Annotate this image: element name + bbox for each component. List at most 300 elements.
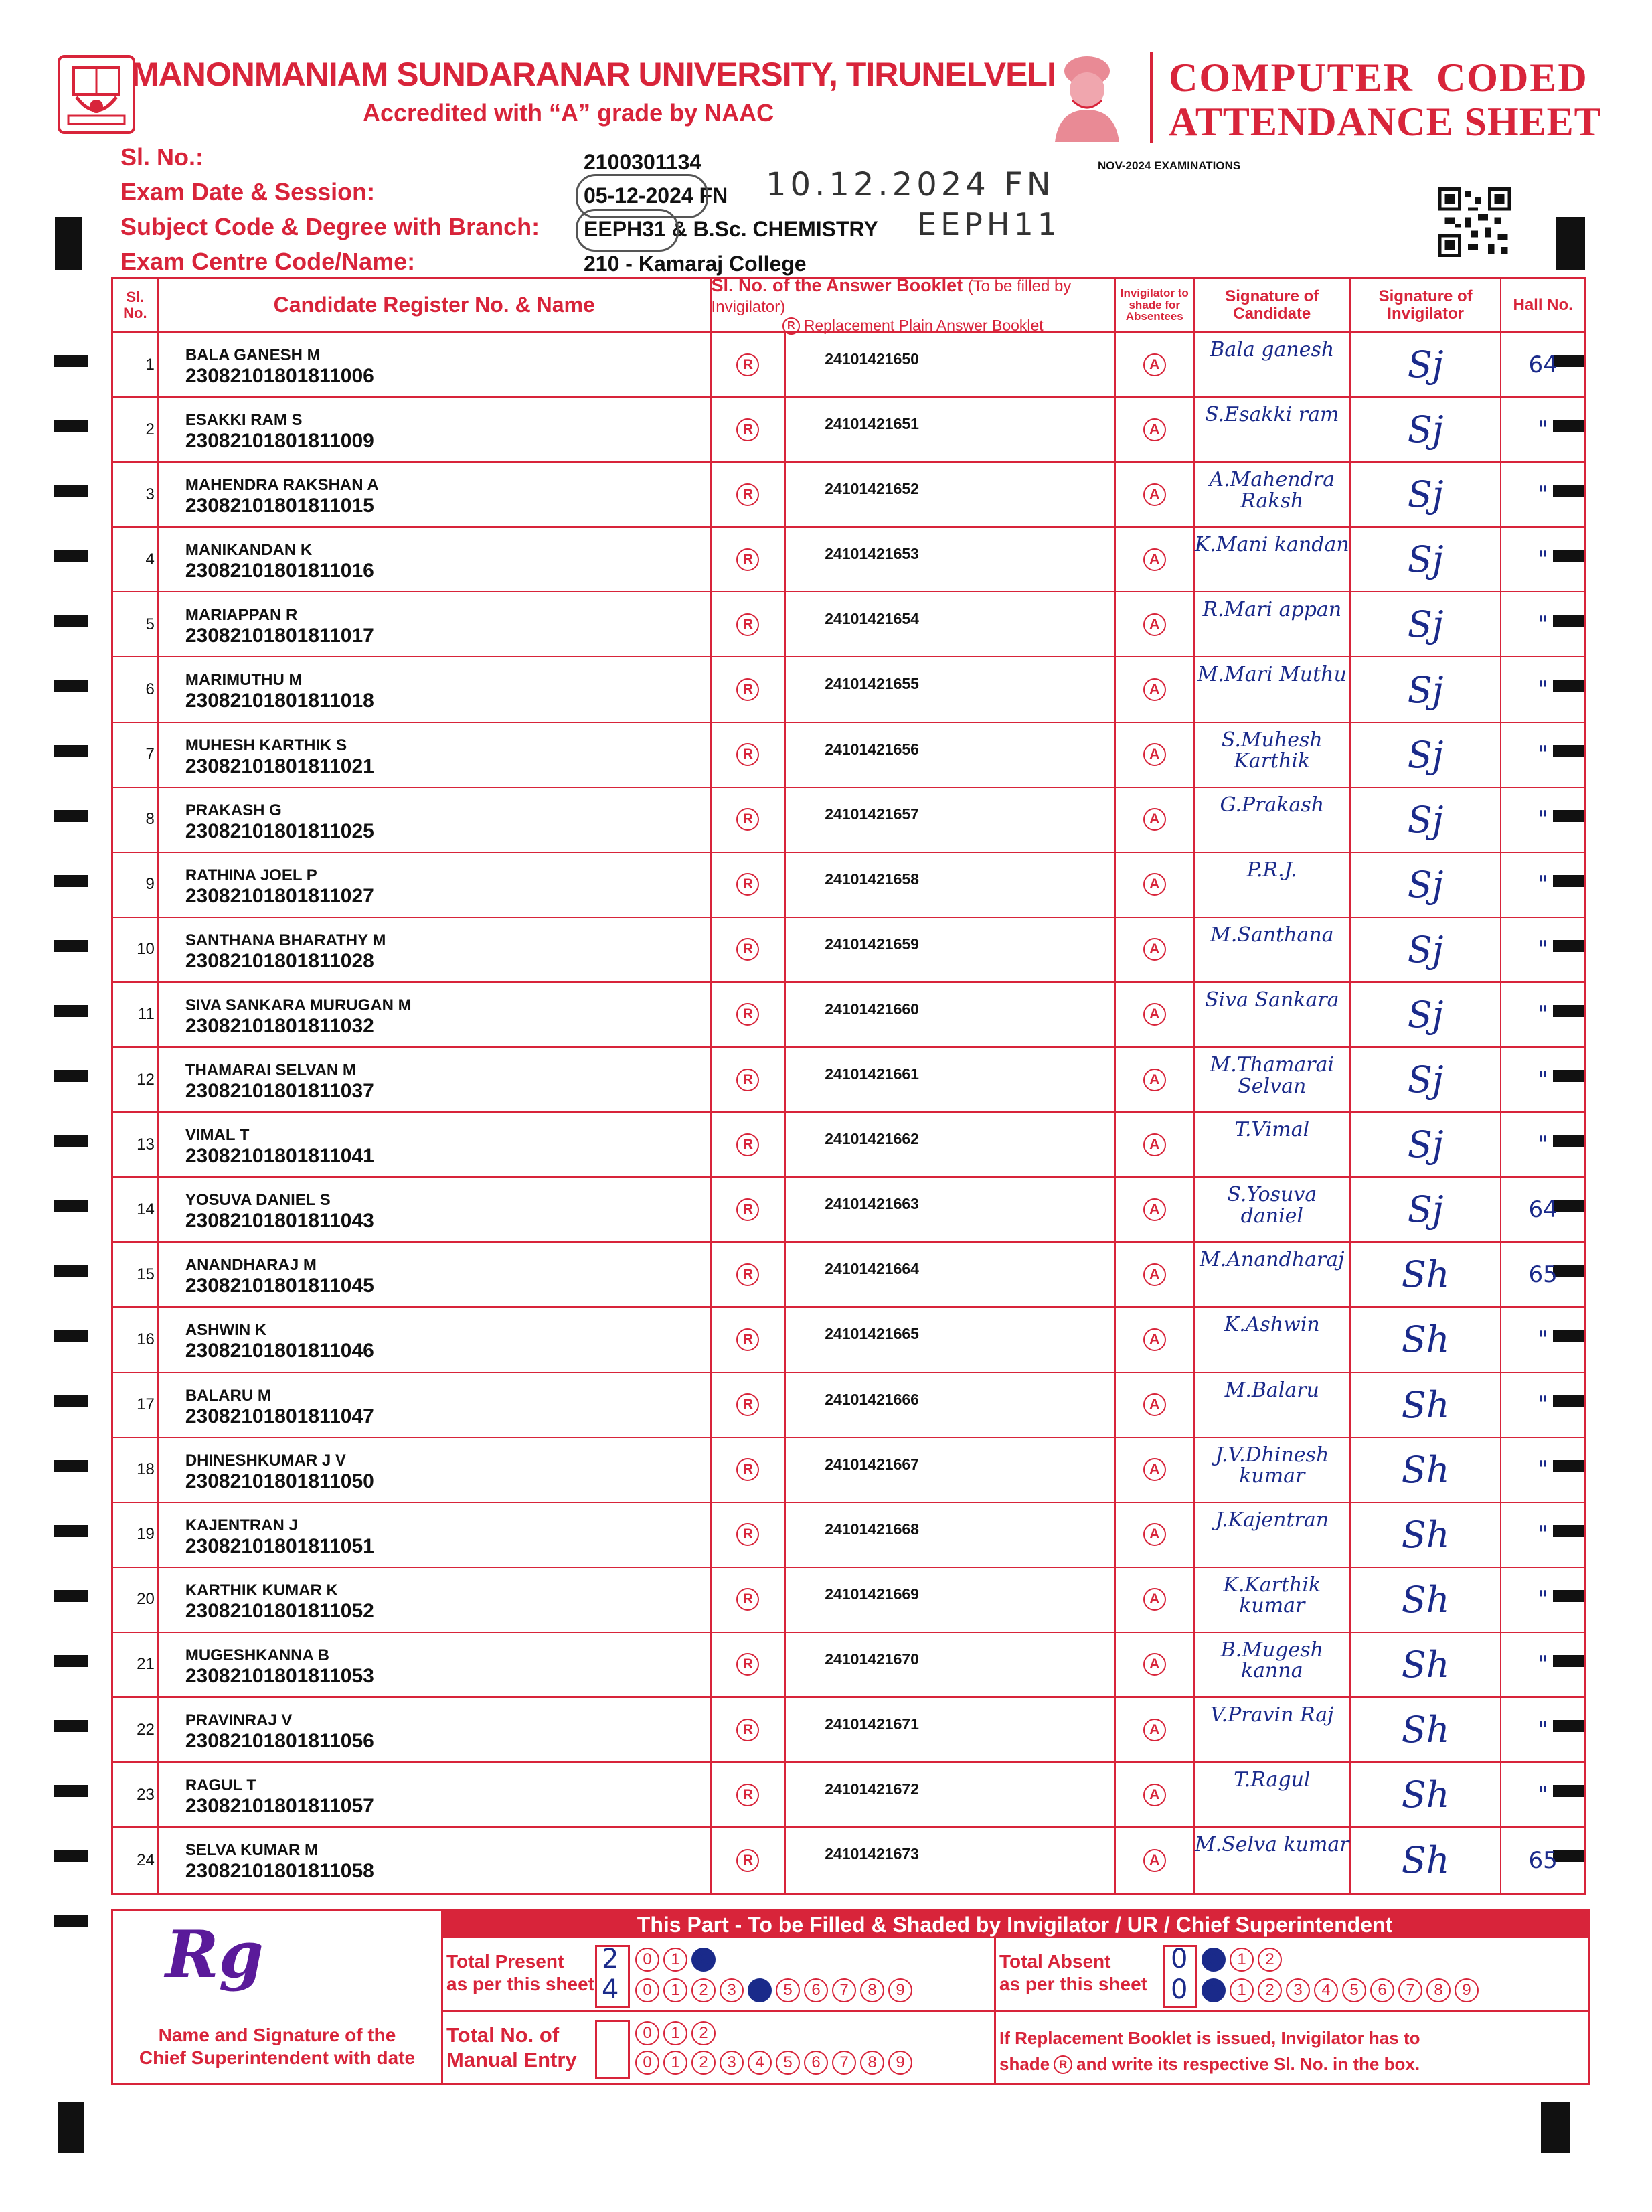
digit-bubble[interactable]: 6	[1370, 1978, 1394, 2002]
timing-tick	[54, 1590, 88, 1602]
invigilator-signature: Sj	[1351, 1113, 1501, 1176]
present-units-bubbles[interactable]	[635, 1978, 912, 2002]
booklet-number: 24101421666	[825, 1390, 919, 1408]
booklet-cell	[786, 1113, 1116, 1176]
replacement-cell[interactable]	[712, 463, 787, 526]
manual-entry-box[interactable]	[595, 2020, 630, 2079]
table-row	[113, 1633, 1584, 1698]
replacement-bubble[interactable]: R	[736, 418, 759, 441]
digit-bubble[interactable]: 8	[860, 2051, 884, 2075]
replacement-bubble[interactable]: R	[736, 1523, 759, 1546]
timing-tick	[54, 940, 88, 952]
candidate-cell	[159, 1373, 712, 1437]
digit-bubble[interactable]: 0	[1202, 1978, 1226, 2002]
absent-bubble[interactable]: A	[1143, 1588, 1166, 1611]
replacement-bubble[interactable]: R	[736, 1328, 759, 1351]
replacement-bubble[interactable]: R	[736, 1458, 759, 1481]
booklet-number: 24101421669	[825, 1585, 919, 1603]
replacement-bubble[interactable]: R	[736, 1263, 759, 1286]
absent-bubble[interactable]: A	[1143, 1069, 1166, 1091]
hall-number: "	[1538, 1716, 1548, 1743]
row-sl-value: 23	[137, 1785, 155, 1804]
booklet-cell	[786, 398, 1116, 461]
absent-bubble[interactable]: A	[1143, 1653, 1166, 1676]
candidate-cell	[159, 1568, 712, 1632]
replacement-cell[interactable]	[712, 788, 787, 852]
register-number: 23082101801811032	[185, 1014, 374, 1037]
digit-bubble[interactable]: 0	[635, 1978, 659, 2002]
timing-tick	[54, 615, 88, 627]
replacement-cell[interactable]	[712, 1113, 787, 1176]
booklet-cell	[786, 333, 1116, 396]
timing-tick	[54, 420, 88, 432]
absent-bubble[interactable]: A	[1143, 1458, 1166, 1481]
digit-bubble[interactable]: 2	[1258, 1978, 1282, 2002]
digit-bubble[interactable]: 0	[635, 1948, 659, 1972]
candidate-signature: S.Yosuva daniel	[1195, 1178, 1351, 1241]
timing-tick	[54, 1525, 88, 1537]
digit-bubble[interactable]: 7	[832, 1978, 856, 2002]
present-written-tens: 2	[602, 1944, 619, 1974]
timing-tick	[54, 1005, 88, 1017]
candidate-signature: A.Mahendra Raksh	[1195, 463, 1351, 526]
absent-cell[interactable]	[1116, 1503, 1195, 1567]
replacement-bubble[interactable]: R	[736, 548, 759, 571]
timing-tick	[54, 1330, 88, 1342]
digit-bubble[interactable]: 2	[1258, 1948, 1282, 1972]
digit-bubble[interactable]: 2	[691, 1948, 716, 1972]
table-row	[113, 592, 1584, 657]
replacement-bubble[interactable]: R	[736, 483, 759, 506]
replacement-bubble[interactable]: R	[736, 743, 759, 766]
candidate-cell	[159, 1633, 712, 1696]
absent-cell[interactable]	[1116, 1828, 1195, 1893]
absent-bubble[interactable]: A	[1143, 743, 1166, 766]
replacement-cell[interactable]	[712, 1633, 787, 1696]
replacement-bubble[interactable]: R	[736, 678, 759, 701]
absent-cell[interactable]	[1116, 1113, 1195, 1176]
header-booklet-note: (To be filled by Invigilator)	[711, 277, 1072, 316]
row-sl-value: 20	[137, 1590, 155, 1609]
absent-cell[interactable]	[1116, 853, 1195, 917]
manual-label-line2: Manual Entry	[446, 2048, 577, 2072]
candidate-cell	[159, 1048, 712, 1111]
replacement-bubble[interactable]: R	[736, 1849, 759, 1872]
booklet-cell	[786, 528, 1116, 591]
replacement-cell[interactable]	[712, 1178, 787, 1241]
university-logo	[58, 55, 135, 134]
row-sl	[113, 333, 159, 396]
candidate-name: KARTHIK KUMAR K	[185, 1581, 338, 1599]
absent-cell[interactable]	[1116, 528, 1195, 591]
digit-bubble[interactable]: 5	[1342, 1978, 1366, 2002]
row-sl-value: 5	[145, 615, 155, 633]
replacement-bubble[interactable]: R	[736, 613, 759, 636]
invigilator-signature: Sh	[1351, 1568, 1501, 1632]
sl-no-value: 2100301134	[584, 150, 702, 174]
table-row	[113, 1568, 1584, 1633]
replacement-cell[interactable]	[712, 723, 787, 787]
row-sl-value: 17	[137, 1395, 155, 1414]
register-number: 23082101801811025	[185, 819, 374, 842]
timing-tick	[54, 810, 88, 822]
timing-tick	[54, 875, 88, 887]
sheet-title-line1: COMPUTER CODED	[1169, 56, 1588, 100]
booklet-number: 24101421664	[825, 1260, 919, 1278]
exam-date-value: 05-12-2024 FN	[584, 183, 728, 208]
timing-tick	[54, 1395, 88, 1407]
replacement-cell[interactable]	[712, 1308, 787, 1371]
hall-number: "	[1538, 1131, 1548, 1158]
centre-label: Exam Centre Code/Name:	[120, 248, 416, 275]
replacement-bubble[interactable]: R	[736, 1133, 759, 1156]
row-sl	[113, 723, 159, 787]
row-sl-value: 2	[145, 420, 155, 439]
digit-bubble[interactable]: 8	[860, 1978, 884, 2002]
row-sl	[113, 592, 159, 656]
absent-cell[interactable]	[1116, 1633, 1195, 1696]
replacement-note-pre: shade	[999, 2054, 1050, 2074]
replacement-bubble[interactable]: R	[736, 353, 759, 376]
emblem-icon	[64, 62, 129, 127]
replacement-cell[interactable]	[712, 528, 787, 591]
invigilator-signature: Sj	[1351, 333, 1501, 396]
digit-bubble[interactable]: 9	[888, 2051, 912, 2075]
present-tens-bubbles[interactable]	[635, 1948, 716, 1972]
booklet-cell	[786, 1308, 1116, 1371]
timing-mark	[1556, 217, 1585, 270]
absent-cell[interactable]	[1116, 723, 1195, 787]
replacement-cell[interactable]	[712, 1568, 787, 1632]
absent-bubble[interactable]: A	[1143, 1784, 1166, 1806]
row-sl-value: 24	[137, 1850, 155, 1869]
booklet-number: 24101421661	[825, 1065, 919, 1083]
candidate-name: BALA GANESH M	[185, 346, 321, 364]
absent-bubble[interactable]: A	[1143, 353, 1166, 376]
absent-cell[interactable]	[1116, 1763, 1195, 1826]
replacement-bubble[interactable]: R	[736, 1719, 759, 1741]
table-row	[113, 657, 1584, 722]
candidate-signature: M.Anandharaj	[1195, 1243, 1351, 1306]
absent-cell[interactable]	[1116, 1373, 1195, 1437]
candidate-signature: K.Karthik kumar	[1195, 1568, 1351, 1632]
digit-bubble[interactable]: 5	[776, 1978, 800, 2002]
replacement-bubble[interactable]: R	[736, 1393, 759, 1416]
candidate-signature: K.Mani kandan	[1195, 528, 1351, 591]
replacement-bubble[interactable]: R	[736, 938, 759, 961]
digit-bubble[interactable]: 1	[1230, 1948, 1254, 1972]
chief-label-line2: Chief Superintendent with date	[139, 2047, 416, 2068]
invigilator-signature: Sj	[1351, 398, 1501, 461]
replacement-cell[interactable]	[712, 657, 787, 721]
table-header-row	[113, 275, 1584, 334]
timing-tick	[54, 1135, 88, 1147]
candidate-cell	[159, 1698, 712, 1761]
candidate-signature: K.Ashwin	[1195, 1308, 1351, 1371]
row-sl-value: 19	[137, 1525, 155, 1544]
timing-tick	[54, 1915, 88, 1927]
candidate-cell	[159, 1113, 712, 1176]
digit-bubble[interactable]: 0	[1202, 1948, 1226, 1972]
booklet-cell	[786, 657, 1116, 721]
absent-bubble[interactable]: A	[1143, 1523, 1166, 1546]
replacement-cell[interactable]	[712, 1373, 787, 1437]
absent-cell[interactable]	[1116, 657, 1195, 721]
header-divider	[1150, 52, 1153, 143]
header-signature-candidate: Signature of Candidate	[1195, 279, 1351, 331]
digit-bubble[interactable]: 1	[663, 1948, 687, 1972]
digit-bubble[interactable]: 3	[1286, 1978, 1310, 2002]
replacement-cell[interactable]	[712, 1503, 787, 1567]
digit-bubble[interactable]: 2	[691, 2051, 716, 2075]
absent-bubble[interactable]: A	[1143, 678, 1166, 701]
row-sl-value: 12	[137, 1070, 155, 1089]
absent-bubble[interactable]: A	[1143, 1849, 1166, 1872]
hall-number: "	[1538, 1781, 1548, 1808]
table-row	[113, 1828, 1584, 1893]
absent-bubble[interactable]: A	[1143, 1133, 1166, 1156]
table-row	[113, 1048, 1584, 1113]
absent-cell[interactable]	[1116, 1308, 1195, 1371]
replacement-bubble[interactable]: R	[736, 1198, 759, 1221]
invigilator-signature: Sh	[1351, 1503, 1501, 1567]
present-written-units: 4	[602, 1974, 619, 2005]
row-sl-value: 21	[137, 1655, 155, 1674]
absent-cell[interactable]	[1116, 983, 1195, 1046]
absent-cell[interactable]	[1116, 1178, 1195, 1241]
digit-bubble[interactable]: 0	[635, 2021, 659, 2045]
absent-cell[interactable]	[1116, 592, 1195, 656]
booklet-number: 24101421662	[825, 1130, 919, 1148]
digit-bubble[interactable]: 2	[691, 2021, 716, 2045]
digit-bubble[interactable]: 1	[1230, 1978, 1254, 2002]
absent-units-bubbles[interactable]	[1202, 1978, 1479, 2002]
absent-bubble[interactable]: A	[1143, 1719, 1166, 1741]
hall-number: "	[1538, 1001, 1548, 1028]
booklet-number: 24101421654	[825, 610, 919, 628]
register-number: 23082101801811027	[185, 884, 374, 907]
register-number: 23082101801811021	[185, 755, 374, 777]
register-number: 23082101801811045	[185, 1275, 374, 1297]
digit-bubble[interactable]: 1	[663, 2051, 687, 2075]
candidate-cell	[159, 463, 712, 526]
hall-number: "	[1538, 546, 1548, 573]
digit-bubble[interactable]: 1	[663, 2021, 687, 2045]
replacement-cell[interactable]	[712, 592, 787, 656]
replacement-bubble[interactable]: R	[736, 808, 759, 831]
digit-bubble[interactable]: 9	[888, 1978, 912, 2002]
row-sl-value: 1	[145, 355, 155, 374]
digit-bubble[interactable]: 4	[748, 1978, 772, 2002]
absent-cell[interactable]	[1116, 398, 1195, 461]
row-sl	[113, 1828, 159, 1893]
absent-bubble[interactable]: A	[1143, 613, 1166, 636]
digit-bubble[interactable]: 3	[720, 1978, 744, 2002]
replacement-bubble[interactable]: R	[736, 1784, 759, 1806]
invigilator-signature: Sh	[1351, 1243, 1501, 1306]
booklet-cell	[786, 1698, 1116, 1761]
booklet-number: 24101421667	[825, 1455, 919, 1473]
row-sl	[113, 788, 159, 852]
absent-bubble[interactable]: A	[1143, 418, 1166, 441]
invigilator-signature: Sh	[1351, 1438, 1501, 1502]
absent-bubble[interactable]: A	[1143, 808, 1166, 831]
register-number: 23082101801811056	[185, 1729, 374, 1752]
replacement-bubble[interactable]: R	[736, 873, 759, 896]
candidate-cell	[159, 1828, 712, 1893]
header-hall: Hall No.	[1513, 295, 1573, 314]
row-sl	[113, 1568, 159, 1632]
digit-bubble[interactable]: 4	[748, 2051, 772, 2075]
replacement-cell[interactable]	[712, 918, 787, 981]
invigilator-signature: Sh	[1351, 1308, 1501, 1371]
replacement-cell[interactable]	[712, 853, 787, 917]
replacement-bubble[interactable]: R	[736, 1003, 759, 1026]
booklet-cell	[786, 1568, 1116, 1632]
manual-units-bubbles[interactable]	[635, 2051, 912, 2075]
replacement-cell[interactable]	[712, 1828, 787, 1893]
digit-bubble[interactable]: 7	[1398, 1978, 1422, 2002]
digit-bubble[interactable]: 4	[1314, 1978, 1338, 2002]
invigilator-signature: Sj	[1351, 592, 1501, 656]
candidate-signature: M.Mari Muthu	[1195, 657, 1351, 721]
absent-bubble[interactable]: A	[1143, 548, 1166, 571]
sheet-title-line2: ATTENDANCE SHEET	[1169, 100, 1602, 144]
row-sl	[113, 1308, 159, 1371]
table-row	[113, 788, 1584, 853]
replacement-bubble[interactable]: R	[736, 1588, 759, 1611]
hall-number: "	[1538, 1456, 1548, 1484]
booklet-number: 24101421670	[825, 1650, 919, 1668]
register-number: 23082101801811058	[185, 1860, 374, 1883]
hall-number: "	[1538, 1326, 1548, 1353]
table-row	[113, 1113, 1584, 1178]
absent-cell[interactable]	[1116, 333, 1195, 396]
table-row	[113, 333, 1584, 398]
booklet-cell	[786, 918, 1116, 981]
timing-tick	[54, 1850, 88, 1862]
absent-bubble[interactable]: A	[1143, 1198, 1166, 1221]
register-number: 23082101801811015	[185, 495, 374, 518]
absent-bubble[interactable]: A	[1143, 873, 1166, 896]
timing-tick	[54, 1720, 88, 1732]
manual-tens-bubbles[interactable]	[635, 2021, 716, 2045]
replacement-cell[interactable]	[712, 1763, 787, 1826]
candidate-name: YOSUVA DANIEL S	[185, 1191, 331, 1210]
header-booklet-title: Sl. No. of the Answer Booklet	[711, 275, 963, 295]
candidate-cell	[159, 1503, 712, 1567]
absent-tens-bubbles[interactable]	[1202, 1948, 1282, 1972]
table-row	[113, 723, 1584, 788]
replacement-cell[interactable]	[712, 398, 787, 461]
digit-bubble[interactable]: 5	[776, 2051, 800, 2075]
absent-cell[interactable]	[1116, 1568, 1195, 1632]
absent-bubble[interactable]: A	[1143, 1328, 1166, 1351]
subject-circle-mark	[576, 209, 679, 252]
booklet-cell	[786, 853, 1116, 917]
row-sl	[113, 983, 159, 1046]
candidate-cell	[159, 592, 712, 656]
replacement-bubble[interactable]: R	[736, 1069, 759, 1091]
replacement-bubble[interactable]: R	[736, 1653, 759, 1676]
row-sl-value: 16	[137, 1330, 155, 1348]
candidate-signature: T.Ragul	[1195, 1763, 1351, 1826]
absent-cell[interactable]	[1116, 788, 1195, 852]
candidate-name: PRAKASH G	[185, 801, 282, 819]
table-row	[113, 1308, 1584, 1372]
replacement-cell[interactable]	[712, 333, 787, 396]
absent-cell[interactable]	[1116, 1698, 1195, 1761]
replacement-cell[interactable]	[712, 1438, 787, 1502]
absent-cell[interactable]	[1116, 1438, 1195, 1502]
timing-tick	[54, 1265, 88, 1277]
absent-cell[interactable]	[1116, 1048, 1195, 1111]
replacement-cell[interactable]	[712, 1048, 787, 1111]
digit-bubble[interactable]: 3	[720, 2051, 744, 2075]
digit-bubble[interactable]: 0	[635, 2051, 659, 2075]
register-number: 23082101801811057	[185, 1795, 374, 1818]
digit-bubble[interactable]: 6	[804, 1978, 828, 2002]
booklet-number: 24101421656	[825, 740, 919, 758]
absent-bubble[interactable]: A	[1143, 1003, 1166, 1026]
absent-bubble[interactable]: A	[1143, 1393, 1166, 1416]
absent-cell[interactable]	[1116, 918, 1195, 981]
candidate-name: PRAVINRAJ V	[185, 1711, 293, 1729]
digit-bubble[interactable]: 7	[832, 2051, 856, 2075]
invigilator-signature: Sj	[1351, 1048, 1501, 1111]
header-booklet	[711, 275, 1116, 334]
candidate-signature: Siva Sankara	[1195, 983, 1351, 1046]
row-sl	[113, 1243, 159, 1306]
absent-cell[interactable]	[1116, 1243, 1195, 1306]
candidate-signature: J.Kajentran	[1195, 1503, 1351, 1567]
digit-bubble[interactable]: 6	[804, 2051, 828, 2075]
table-row	[113, 1243, 1584, 1308]
sl-no-label: Sl. No.:	[120, 143, 203, 171]
digit-bubble[interactable]: 2	[691, 1978, 716, 2002]
digit-bubble[interactable]: 8	[1426, 1978, 1451, 2002]
invigilator-signature: Sj	[1351, 657, 1501, 721]
candidate-signature: S.Esakki ram	[1195, 398, 1351, 461]
register-number: 23082101801811043	[185, 1210, 374, 1233]
booklet-cell	[786, 788, 1116, 852]
booklet-cell	[786, 1048, 1116, 1111]
register-number: 23082101801811047	[185, 1405, 374, 1427]
hall-number: "	[1538, 1066, 1548, 1093]
timing-tick	[54, 355, 88, 367]
candidate-name: RATHINA JOEL P	[185, 866, 317, 884]
exam-session-label: NOV-2024 EXAMINATIONS	[1098, 159, 1241, 172]
absent-bubble[interactable]: A	[1143, 1263, 1166, 1286]
absent-cell[interactable]	[1116, 463, 1195, 526]
absent-bubble[interactable]: A	[1143, 483, 1166, 506]
replacement-cell[interactable]	[712, 983, 787, 1046]
digit-bubble[interactable]: 9	[1455, 1978, 1479, 2002]
absent-bubble[interactable]: A	[1143, 938, 1166, 961]
candidate-signature: V.Pravin Raj	[1195, 1698, 1351, 1761]
candidate-name: SIVA SANKARA MURUGAN M	[185, 996, 412, 1014]
table-row	[113, 528, 1584, 592]
replacement-cell[interactable]	[712, 1698, 787, 1761]
row-sl	[113, 1503, 159, 1567]
row-sl	[113, 1048, 159, 1111]
hall-number: "	[1538, 1586, 1548, 1613]
replacement-cell[interactable]	[712, 1243, 787, 1306]
present-label-line2: as per this sheet	[446, 1973, 594, 1994]
row-sl	[113, 528, 159, 591]
row-sl-value: 7	[145, 745, 155, 764]
digit-bubble[interactable]: 1	[663, 1978, 687, 2002]
